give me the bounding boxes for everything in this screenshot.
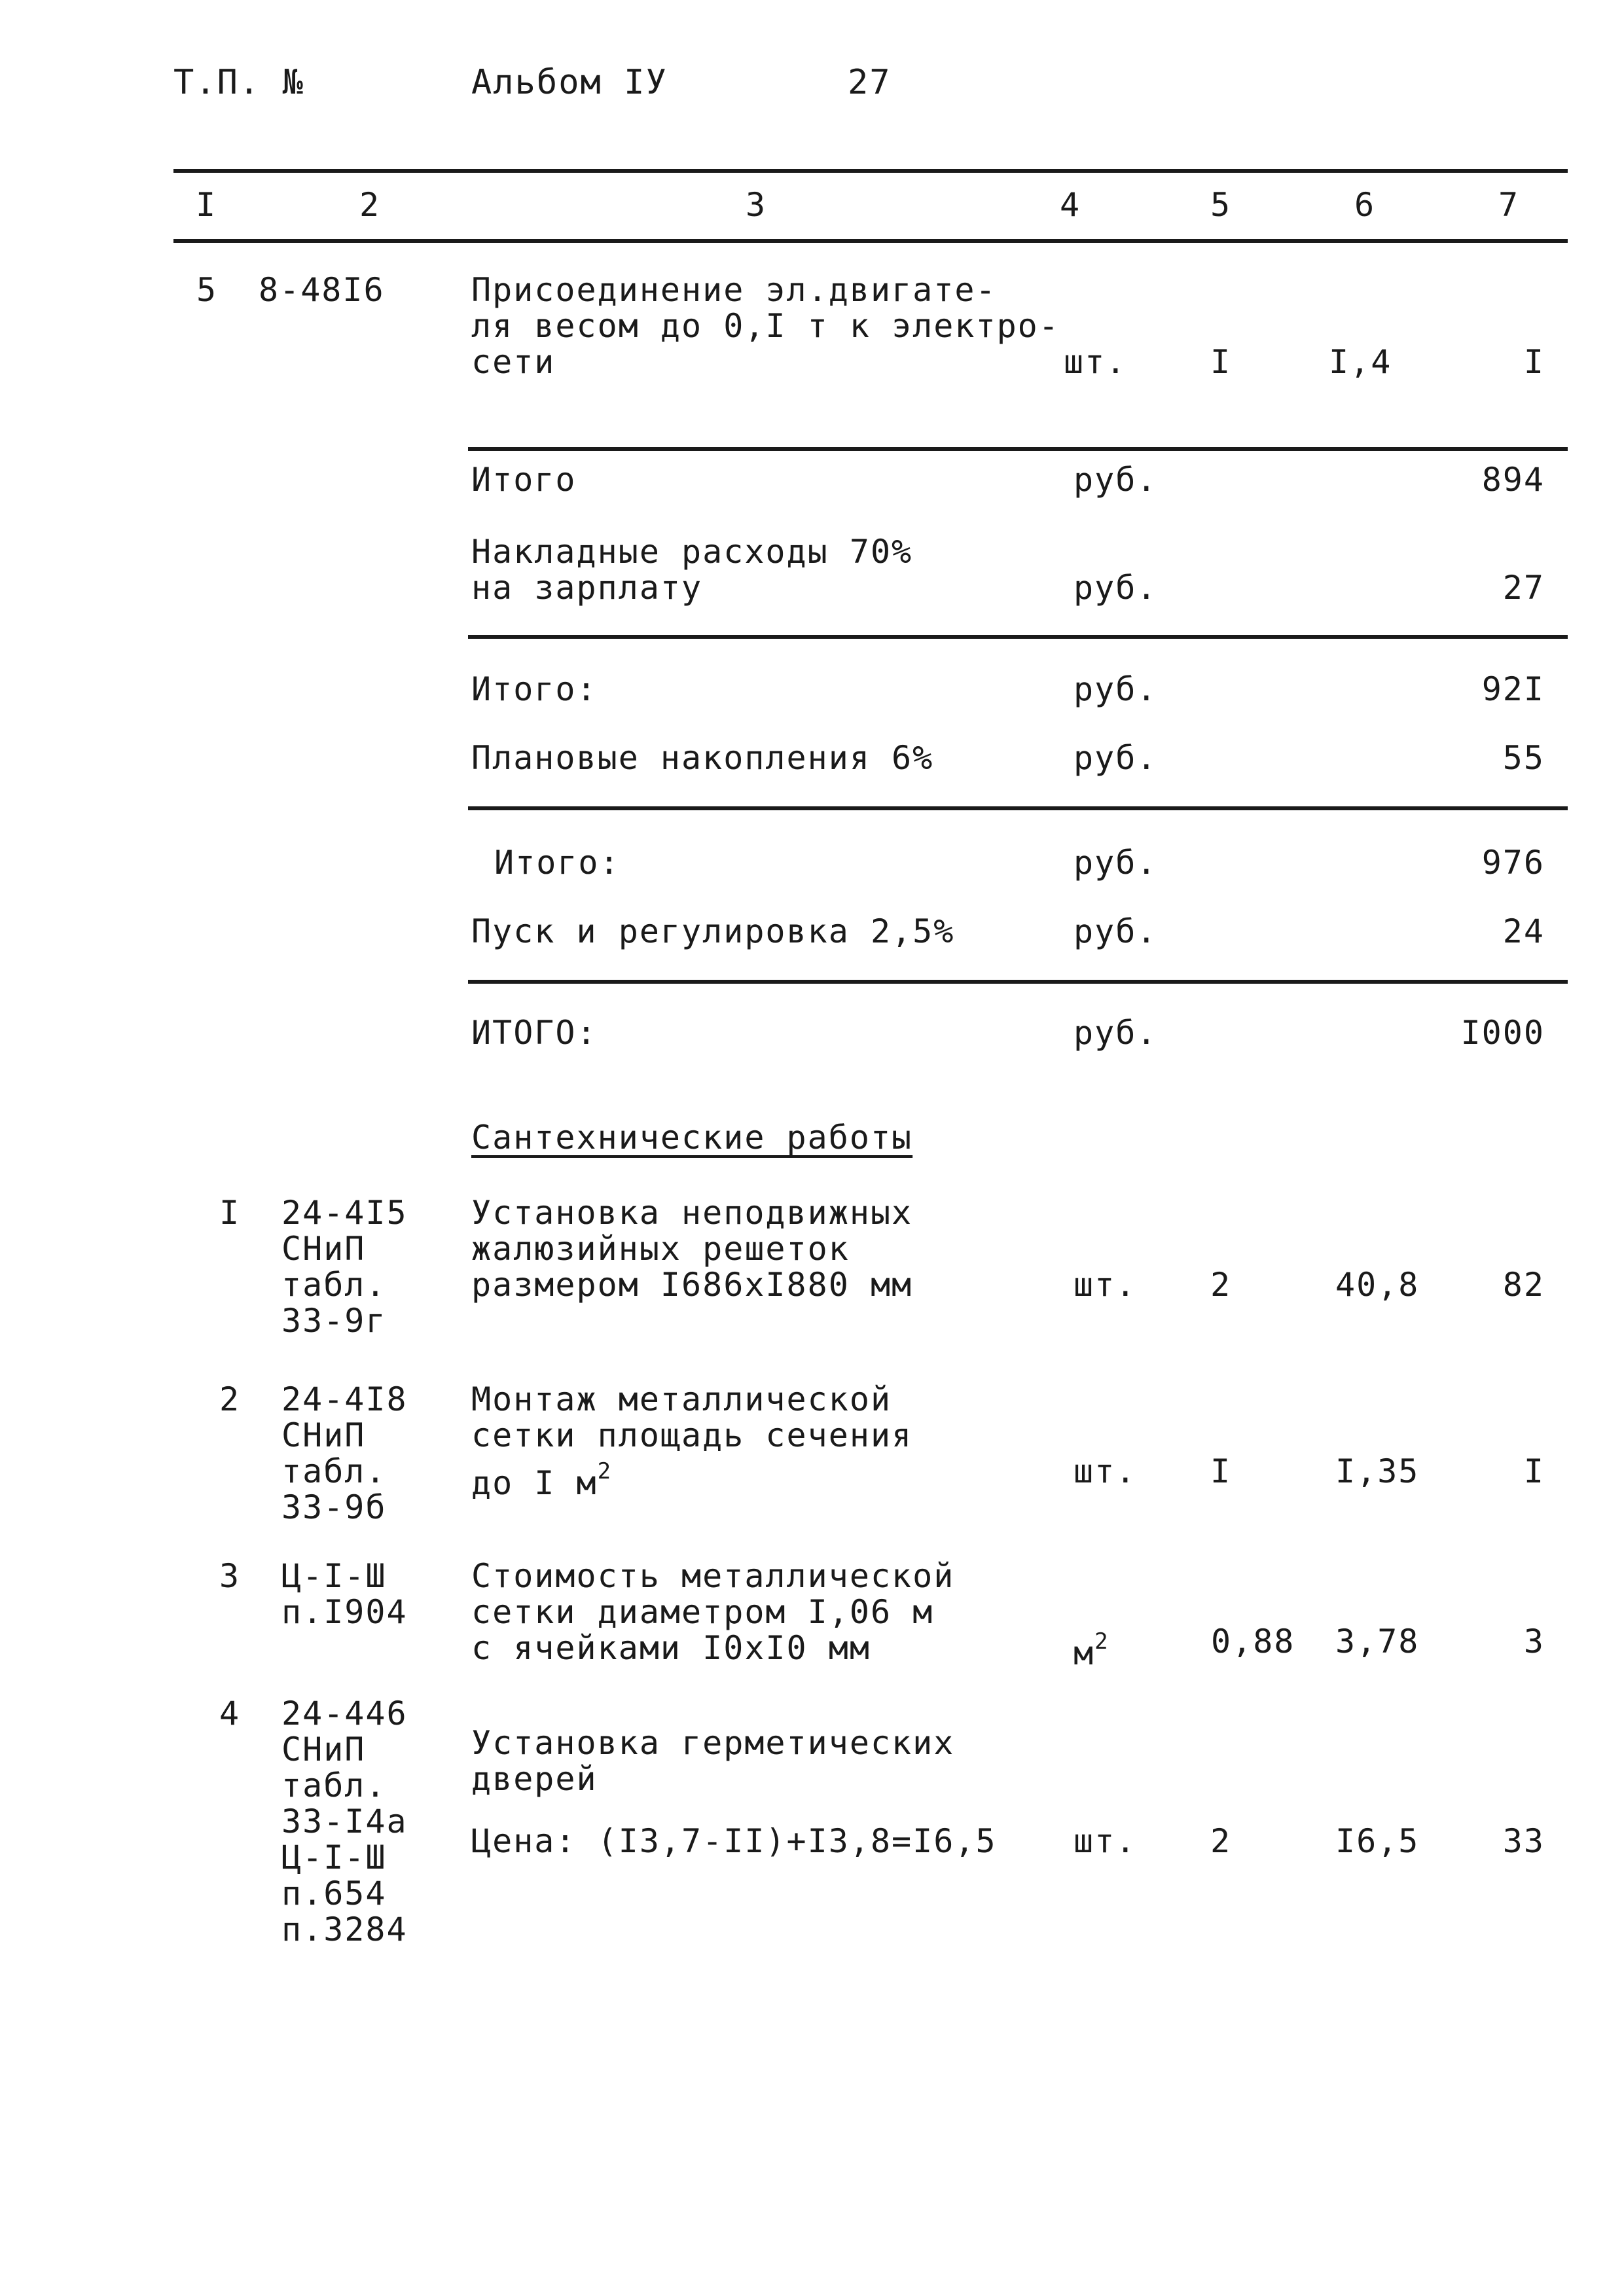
norm-code: 33-I4а	[281, 1803, 408, 1840]
norm-code: 24-446	[281, 1695, 408, 1732]
norm-code: 24-4I5	[281, 1194, 408, 1232]
superscript: 2	[597, 1458, 613, 1484]
quantity: I	[1210, 1452, 1232, 1490]
norm-code: табл.	[281, 1767, 387, 1804]
table-top-rule	[173, 169, 1568, 173]
unit: руб.	[1074, 912, 1158, 950]
col-1-header: I	[195, 186, 217, 224]
quantity: I	[1210, 343, 1232, 381]
summary-rule	[468, 806, 1568, 810]
summary-label: Итого:	[494, 844, 621, 882]
work-description-line: ля весом до 0,I т к электро-	[471, 307, 1060, 345]
norm-code: п.I904	[281, 1593, 408, 1631]
total-cost: 82	[1502, 1266, 1545, 1304]
summary-label: на зарплату	[471, 569, 703, 607]
col-7-header: 7	[1498, 186, 1520, 224]
total-cost: I	[1523, 1452, 1545, 1490]
work-description-line: жалюзийных решеток	[471, 1230, 850, 1268]
unit: руб.	[1074, 670, 1158, 708]
summary-label: Накладные расходы 70%	[471, 533, 913, 571]
norm-code: 8-48I6	[259, 271, 385, 309]
unit: шт.	[1074, 1266, 1137, 1304]
total-cost: 92I	[1481, 670, 1545, 708]
norm-code: СНиП	[281, 1416, 366, 1454]
unit: руб.	[1074, 844, 1158, 882]
unit: руб.	[1074, 461, 1158, 499]
quantity: 0,88	[1211, 1623, 1295, 1660]
norm-code: 33-9г	[281, 1302, 387, 1340]
summary-rule	[468, 980, 1568, 984]
unit-price: I,4	[1329, 343, 1392, 381]
total-cost: 976	[1481, 844, 1545, 882]
col-4-header: 4	[1059, 186, 1081, 224]
summary-label: Итого:	[471, 670, 598, 708]
quantity: 2	[1210, 1822, 1232, 1860]
row-number: 4	[219, 1695, 241, 1732]
summary-label: ИТОГО:	[471, 1014, 598, 1052]
total-cost: 24	[1502, 912, 1545, 950]
work-description-line: с ячейками I0хI0 мм	[471, 1629, 871, 1667]
unit: шт.	[1074, 1452, 1137, 1490]
norm-code: 24-4I8	[281, 1380, 408, 1418]
unit: м	[1074, 1634, 1095, 1672]
work-description-line: сети	[471, 343, 556, 381]
quantity: 2	[1210, 1266, 1232, 1304]
unit: шт.	[1074, 1822, 1137, 1860]
summary-rule	[468, 635, 1568, 639]
total-cost: I	[1523, 343, 1545, 381]
unit: руб.	[1074, 1014, 1158, 1052]
row-number: 3	[219, 1557, 241, 1595]
total-cost: 3	[1523, 1623, 1545, 1660]
norm-code: п.3284	[281, 1910, 408, 1948]
row-number: I	[219, 1194, 241, 1232]
norm-code: 33-9б	[281, 1488, 387, 1526]
price-formula: Цена: (I3,7-II)+I3,8=I6,5	[471, 1822, 997, 1860]
summary-label: Пуск и регулировка 2,5%	[471, 912, 955, 950]
album-label: Альбом IУ	[471, 63, 668, 102]
unit-price: 3,78	[1335, 1623, 1420, 1660]
tp-number-label: Т.П. №	[173, 63, 304, 102]
work-description-line: дверей	[471, 1760, 598, 1798]
total-cost: 894	[1481, 461, 1545, 499]
work-description-line: Установка неподвижных	[471, 1194, 913, 1232]
summary-label: Итого	[471, 461, 577, 499]
norm-code: п.654	[281, 1874, 387, 1912]
description-text: до I м	[471, 1464, 598, 1502]
unit: руб.	[1074, 569, 1158, 607]
work-description-line	[471, 1453, 612, 1501]
section-title: Сантехнические работы	[471, 1119, 913, 1157]
total-cost: 27	[1502, 569, 1545, 607]
norm-code: СНиП	[281, 1731, 366, 1768]
col-6-header: 6	[1354, 186, 1376, 224]
col-5-header: 5	[1210, 186, 1232, 224]
work-description-line: сетки площадь сечения	[471, 1416, 913, 1454]
total-cost: 55	[1502, 739, 1545, 777]
work-description-line: Установка герметических	[471, 1724, 955, 1762]
unit-price: I,35	[1335, 1452, 1420, 1490]
unit-price: 40,8	[1335, 1266, 1420, 1304]
work-description-line: Стоимость металлической	[471, 1557, 955, 1595]
unit: руб.	[1074, 739, 1158, 777]
summary-rule	[468, 447, 1568, 451]
norm-code: табл.	[281, 1452, 387, 1490]
work-description-line: размером I686хI880 мм	[471, 1266, 913, 1304]
total-cost: 33	[1502, 1822, 1545, 1860]
unit-price: I6,5	[1335, 1822, 1420, 1860]
work-description-line: Монтаж металлической	[471, 1380, 892, 1418]
norm-code: табл.	[281, 1266, 387, 1304]
norm-code: СНиП	[281, 1230, 366, 1268]
norm-code: Ц-I-Ш	[281, 1557, 387, 1595]
row-number: 2	[219, 1380, 241, 1418]
unit: шт.	[1064, 343, 1127, 381]
row-number: 5	[196, 271, 218, 309]
work-description-line: Присоединение эл.двигате-	[471, 271, 997, 309]
summary-label: Плановые накопления 6%	[471, 739, 934, 777]
work-description-line: сетки диаметром I,06 м	[471, 1593, 934, 1631]
table-header-rule	[173, 239, 1568, 243]
norm-code: Ц-I-Ш	[281, 1839, 387, 1876]
page-number: 27	[848, 63, 892, 102]
total-cost: I000	[1460, 1014, 1545, 1052]
superscript: 2	[1094, 1628, 1110, 1655]
col-2-header: 2	[359, 186, 381, 224]
col-3-header: 3	[745, 186, 767, 224]
